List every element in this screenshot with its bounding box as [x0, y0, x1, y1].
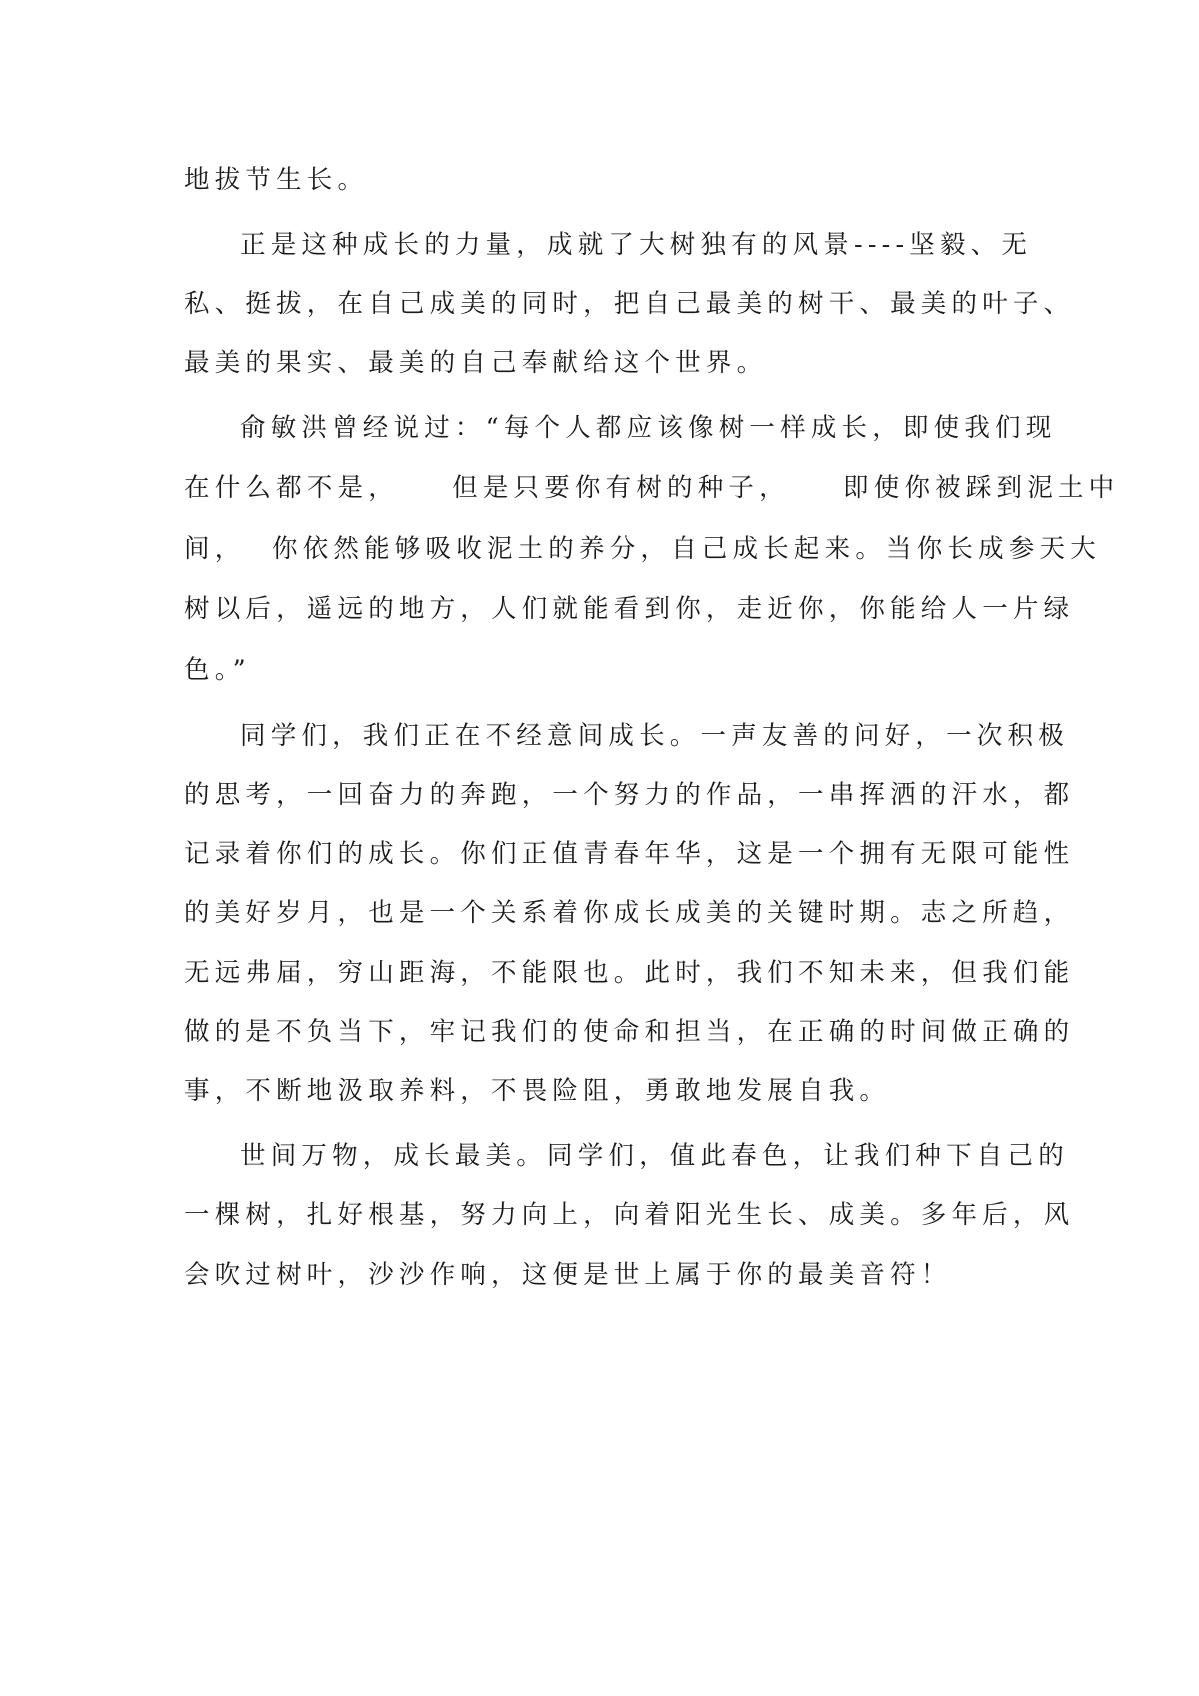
text-line: 色。”	[184, 655, 251, 685]
paragraph-start-line: 世间万物，成长最美。同学们，值此春色，让我们种下自己的	[240, 1141, 1069, 1171]
text-line: 的思考，一回奋力的奔跑，一个努力的作品，一串挥洒的汗水，都	[184, 780, 1075, 810]
text-line: 记录着你们的成长。你们正值青春年华，这是一个拥有无限可能性	[184, 839, 1075, 869]
text-line: 做的是不负当下，牢记我们的使命和担当，在正确的时间做正确的	[184, 1017, 1075, 1047]
text-line: 在什么都不是， 但是只要你有树的种子， 即使你被踩到泥土中	[184, 473, 1120, 503]
text-line: 最美的果实、最美的自己奉献给这个世界。	[184, 348, 768, 378]
text-line: 一棵树，扎好根基，努力向上，向着阳光生长、成美。多年后，风	[184, 1200, 1075, 1230]
text-line: 会吹过树叶，沙沙作响，这便是世上属于你的最美音符！	[184, 1260, 952, 1290]
text-line: 事，不断地汲取养料，不畏险阻，勇敢地发展自我。	[184, 1076, 891, 1106]
text-line: 间， 你依然能够吸收泥土的养分，自己成长起来。当你长成参天大	[184, 534, 1101, 564]
paragraph-start-line: 正是这种成长的力量，成就了大树独有的风景----坚毅、无	[240, 230, 1033, 260]
text-line: 私、挺拔，在自己成美的同时，把自己最美的树干、最美的叶子、	[184, 289, 1075, 319]
text-line: 树以后，遥远的地方，人们就能看到你，走近你，你能给人一片绿	[184, 594, 1075, 624]
text-line: 无远弗届，穷山距海，不能限也。此时，我们不知未来，但我们能	[184, 958, 1075, 988]
paragraph-start-line: 同学们，我们正在不经意间成长。一声友善的问好，一次积极	[240, 721, 1069, 751]
paragraph-start-line: 俞敏洪曾经说过：“每个人都应该像树一样成长，即使我们现	[240, 413, 1057, 443]
text-line: 地拔节生长。	[184, 165, 369, 195]
text-line: 的美好岁月，也是一个关系着你成长成美的关键时期。志之所趋，	[184, 898, 1075, 928]
